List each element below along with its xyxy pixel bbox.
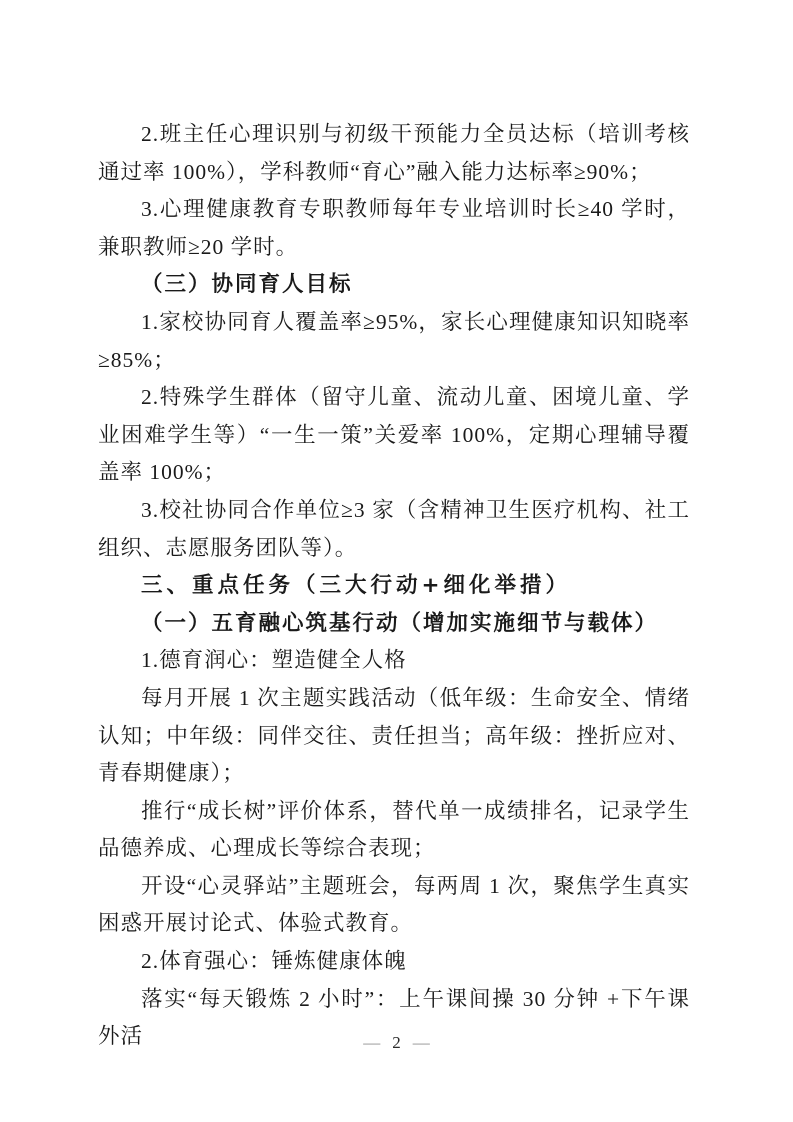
heading-key-tasks: 三、重点任务（三大行动+细化举措） bbox=[141, 573, 572, 599]
heading-five-education-foundation-action: （一）五育融心筑基行动（增加实施细节与载体） bbox=[141, 610, 659, 636]
paragraph-monthly-theme-activities: 每月开展 1 次主题实践活动（低年级：生命安全、情绪认知；中年级：同伴交往、责任担当；高年级：挫折应对、青春期健康）； bbox=[98, 685, 690, 786]
paragraph-teacher-identification-standard: 2.班主任心理识别与初级干预能力全员达标（培训考核通过率 100%），学科教师“育心”融入能力达标率≥90%； bbox=[98, 122, 690, 184]
paragraph-mind-station-class-meeting: 开设“心灵驿站”主题班会，每两周 1 次，聚焦学生真实困惑开展讨论式、体验式教育。 bbox=[98, 873, 690, 936]
paragraph-special-student-groups: 2.特殊学生群体（留守儿童、流动儿童、困境儿童、学业困难学生等）“一生一策”关爱率 100%，定期心理辅导覆盖率 100%； bbox=[98, 385, 690, 485]
page-footer bbox=[0, 1031, 793, 1055]
paragraph-teacher-training-hours: 3.心理健康教育专职教师每年专业培训时长≥40 学时，兼职教师≥20 学时。 bbox=[98, 197, 690, 259]
footer-dash-left: — bbox=[363, 1033, 381, 1052]
heading-collaborative-education-goals: （三）协同育人目标 bbox=[141, 272, 353, 298]
paragraph-home-school-coverage: 1.家校协同育人覆盖率≥95%，家长心理健康知识知晓率≥85%； bbox=[98, 309, 690, 372]
paragraph-daily-exercise: 落实“每天锻炼 2 小时”：上午课间操 30 分钟 +下午课外活 bbox=[98, 986, 690, 1049]
document-body bbox=[98, 116, 690, 1056]
footer-dash-right: — bbox=[412, 1033, 430, 1052]
paragraph-growth-tree-evaluation: 推行“成长树”评价体系，替代单一成绩排名，记录学生品德养成、心理成长等综合表现； bbox=[98, 798, 690, 861]
paragraph-school-community-partners: 3.校社协同合作单位≥3 家（含精神卫生医疗机构、社工组织、志愿服务团队等）。 bbox=[98, 497, 690, 560]
paragraph-moral-education-title: 1.德育润心：塑造健全人格 bbox=[141, 648, 407, 673]
page-number: 2 bbox=[392, 1033, 401, 1052]
paragraph-physical-education-title: 2.体育强心：锤炼健康体魄 bbox=[141, 949, 407, 974]
